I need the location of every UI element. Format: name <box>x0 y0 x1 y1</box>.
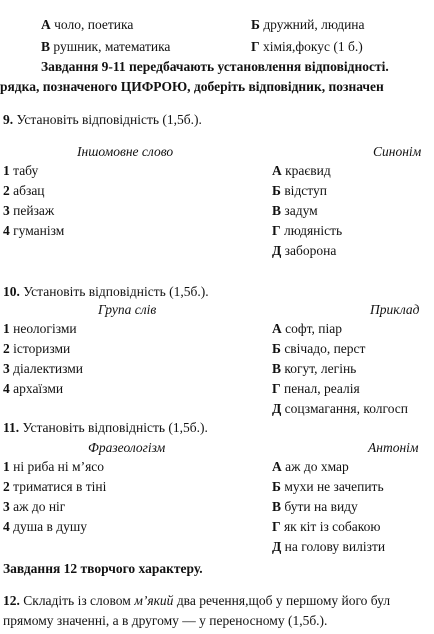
task12-keyword: м’який <box>134 593 174 608</box>
task10-right-item: Г пенал, реалія <box>272 381 360 396</box>
task9-right-item: А краєвид <box>272 163 331 178</box>
task10-right-item: В когут, легінь <box>272 361 357 376</box>
option-a: А чоло, поетика <box>41 17 134 32</box>
section-instruction-line2: рядка, позначеного ЦИФРОЮ, доберіть відповідник, позначен <box>0 79 384 94</box>
task11-left-item: 1 ні риба ні м’ясо <box>3 459 105 474</box>
task9-right-item: В задум <box>272 203 318 218</box>
task9-right-item: Г людяність <box>272 223 343 238</box>
task9-left-header: Іншомовне слово <box>77 144 174 159</box>
task11-title: 11. Установіть відповідність (1,5б.). <box>3 420 208 435</box>
task11-right-item: А аж до хмар <box>272 459 349 474</box>
task10-right-header: Приклад <box>370 302 420 317</box>
task11-left-item: 3 аж до ніг <box>3 499 66 514</box>
task12-line1: 12. Складіть із словом м’який два речення,щоб у першому його бул <box>3 593 391 608</box>
task10-left-item: 1 неологізми <box>3 321 77 336</box>
task12-line2: прямому значенні, а в другому — у переносному (1,5б.). <box>3 613 328 628</box>
task10-right-item: Б свічадо, перст <box>272 341 366 356</box>
task9-right-header: Синонім <box>373 144 422 159</box>
task12-heading: Завдання 12 творчого характеру. <box>3 561 203 576</box>
option-g: Г хімія,фокус (1 б.) <box>251 39 363 54</box>
task10-title: 10. Установіть відповідність (1,5б.). <box>3 284 209 299</box>
section-instruction-line1: Завдання 9-11 передбачають установлення відповідності. <box>41 59 389 74</box>
task9-left-item: 3 пейзаж <box>3 203 55 218</box>
option-v: В рушник, математика <box>41 39 171 54</box>
task9-title: 9. Установіть відповідність (1,5б.). <box>3 112 202 127</box>
task10-left-item: 3 діалектизми <box>3 361 83 376</box>
task11-right-item: Б мухи не зачепить <box>272 479 384 494</box>
option-b: Б дружний, людина <box>251 17 365 32</box>
task11-right-item: В бути на виду <box>272 499 358 514</box>
task9-left-item: 4 гуманізм <box>3 223 65 238</box>
task10-left-item: 4 архаїзми <box>3 381 64 396</box>
task11-left-item: 4 душа в душу <box>3 519 88 534</box>
task11-left-header: Фразеологізм <box>88 440 166 455</box>
task10-right-item: А софт, піар <box>272 321 342 336</box>
task9-right-item: Б відступ <box>272 183 327 198</box>
task11-right-header: Антонім <box>368 440 419 455</box>
task10-right-item: Д соцзмагання, колгосп <box>272 401 409 416</box>
task9-left-item: 1 табу <box>3 163 39 178</box>
task9-left-item: 2 абзац <box>3 183 45 198</box>
task10-left-header: Група слів <box>98 302 157 317</box>
task11-left-item: 2 триматися в тіні <box>3 479 107 494</box>
task10-left-item: 2 історизми <box>3 341 71 356</box>
task9-right-item: Д заборона <box>272 243 337 258</box>
task11-right-item: Г як кіт із собакою <box>272 519 381 534</box>
task11-right-item: Д на голову вилізти <box>272 539 386 554</box>
